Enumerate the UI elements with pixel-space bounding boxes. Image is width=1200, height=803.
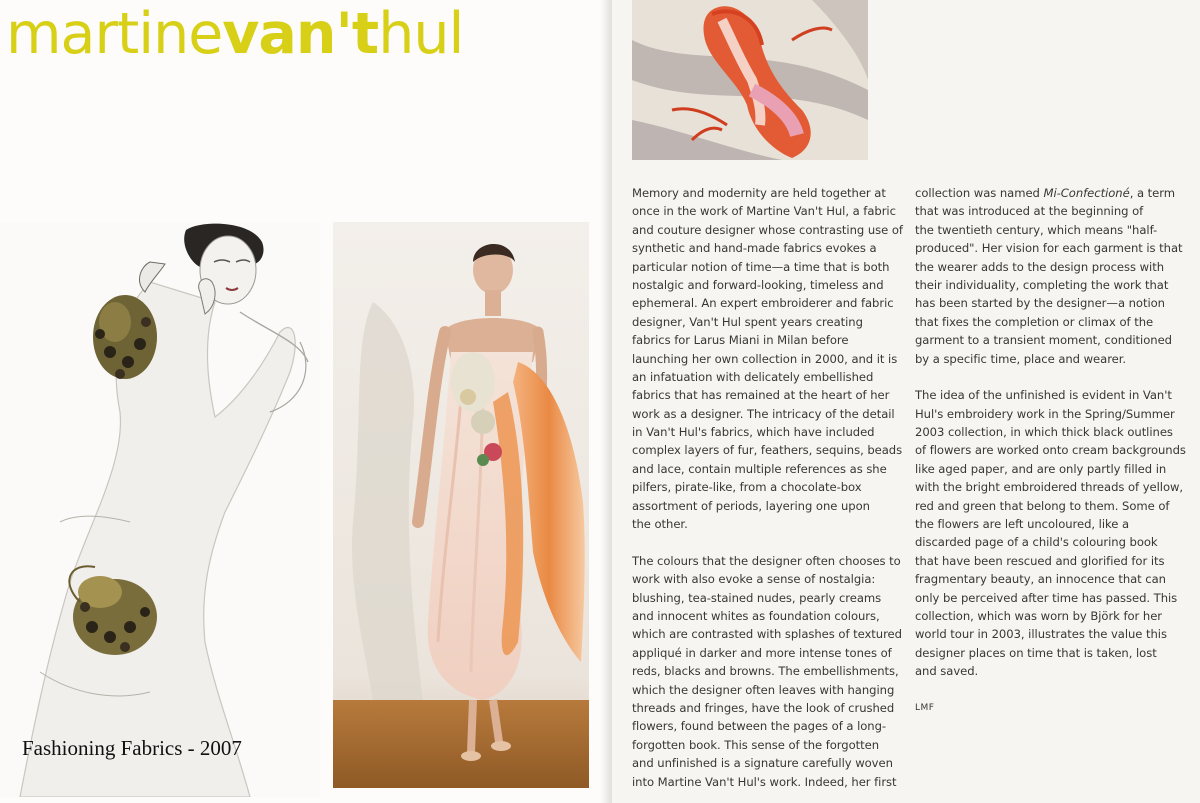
article-line: that was introduced at the beginning of (915, 204, 1144, 219)
signature-gap (915, 681, 1195, 699)
article-line: only be perceived after time has passed. This (915, 590, 1178, 605)
article-line: Memory and modernity are held together at (632, 186, 886, 200)
article-line: designer, Van't Hul spent years creating (632, 314, 863, 329)
collection-name: Mi-Confectioné (1043, 186, 1130, 200)
article-line: fabrics that has remained at the heart of her (632, 388, 890, 403)
article-line: ephemeral. An expert embroiderer and fabric (632, 296, 894, 311)
article-line: work with also evoke a sense of nostalgia: (632, 572, 876, 587)
article-line (915, 184, 1195, 202)
article-line: has been started by the designer—a notion (915, 296, 1165, 311)
article-line: and innocent whites as foundation colours, (632, 608, 880, 623)
article-column-2 (915, 184, 1195, 717)
article-line: assortment of periods, layering one upon (632, 498, 870, 513)
article-line: particular notion of time—a time that is both (632, 259, 890, 274)
article-line: red and green that belong to them. Some of (915, 498, 1170, 513)
article-line: once in the work of Martine Van't Hul, a fabric (632, 204, 896, 219)
article-line: 2003 collection, in which thick black outlines (915, 425, 1173, 440)
embroidery-detail-image (632, 0, 868, 160)
article-line: reds, blacks and browns. The embellishments, (632, 664, 899, 679)
article-line: world tour in 2003, illustrates the value this (915, 627, 1167, 642)
article-line: that fixes the completion or climax of the (915, 314, 1154, 329)
article-line: garment to a transient moment, conditioned (915, 333, 1172, 348)
embellishment-upper (93, 295, 157, 379)
title-first-name: martine (6, 1, 223, 67)
article-line: flowers, found between the pages of a long- (632, 719, 887, 734)
article-line: threads and fringes, have the look of crushed (632, 700, 895, 715)
article-line: the flowers are left uncoloured, like a (915, 517, 1130, 532)
article-line: synthetic and hand-made fabrics evokes a (632, 241, 877, 256)
article-line: appliqué in darker and more intense tones of (632, 645, 892, 660)
article-text: collection was named (915, 186, 1044, 200)
embroidery-detail-photo (632, 0, 868, 160)
article-line: into Martine Van't Hul's work. Indeed, her first (632, 774, 897, 789)
article-line: pilfers, pirate-like, from a chocolate-box (632, 480, 862, 495)
article-text: , a term (1129, 186, 1175, 200)
article-line: fabrics for Larus Miani in Milan before (632, 333, 849, 348)
article-line: the other. (632, 517, 688, 532)
article-line: of flowers are worked onto cream backgrounds (915, 443, 1186, 458)
page-title (6, 1, 464, 67)
article-line: work as a designer. The intricacy of the detail (632, 406, 895, 421)
article-line: forgotten book. This sense of the forgotten (632, 737, 880, 752)
article-line: that have been rescued and glorified for its (915, 553, 1165, 568)
article-line: like aged paper, and are only partly filled in (915, 461, 1167, 476)
article-line: blushing, tea-stained nudes, pearly creams (632, 590, 882, 605)
article-line: the twentieth century, which means "half- (915, 222, 1158, 237)
article-line: by a specific time, place and wearer. (915, 351, 1127, 366)
article-line: complex layers of fur, feathers, sequins, beads (632, 443, 903, 458)
article-line: and unfinished is a signature carefully woven (632, 756, 893, 771)
article-line: which are contrasted with splashes of textured (632, 627, 902, 642)
title-hul: hul (378, 1, 464, 67)
title-vant: van't (222, 1, 379, 67)
article-line: Hul's embroidery work in the Spring/Summer (915, 406, 1175, 421)
article-line: and saved. (915, 664, 979, 679)
fashion-illustration (0, 222, 320, 797)
article-line: designer places on time that is taken, lost (915, 645, 1157, 660)
article-line: produced". Her vision for each garment is that (915, 241, 1183, 256)
right-page (612, 0, 1200, 803)
article-line: collection, which was worn by Björk for her (915, 608, 1163, 623)
article-line: The idea of the unfinished is evident in Van't (915, 388, 1172, 403)
article-line: the wearer adds to the design process with (915, 259, 1164, 274)
photo-caption: Fashioning Fabrics - 2007 (22, 736, 242, 760)
article-line: in Van't Hul's fabrics, which have included (632, 425, 875, 440)
article-line-blank (915, 368, 1195, 386)
article-line: discarded page of a child's colouring book (915, 535, 1158, 550)
article-line: The colours that the designer often chooses to (632, 553, 901, 568)
article-line: fragmentary beauty, an innocence that can (915, 572, 1166, 587)
runway-photo (333, 222, 589, 788)
article-line-blank (632, 533, 897, 551)
article-line: and couture designer whose contrasting use of (632, 222, 903, 237)
article-line: launching her own collection in 2000, and it is (632, 351, 898, 366)
author-signature: LMF (915, 702, 935, 713)
article-line: which the designer often leaves with hanging (632, 682, 895, 697)
article-line: and lace, contain multiple references as she (632, 461, 887, 476)
article-line: nostalgic and forward-looking, timeless and (632, 277, 884, 292)
illustration-drawing (0, 222, 320, 797)
article-line: with the bright embroidered threads of yellow, (915, 480, 1184, 495)
runway-photo-image (333, 222, 589, 788)
article-line: their individuality, completing the work that (915, 277, 1169, 292)
article-column-1 (632, 184, 903, 791)
article-line: an infatuation with delicately embellished (632, 369, 874, 384)
